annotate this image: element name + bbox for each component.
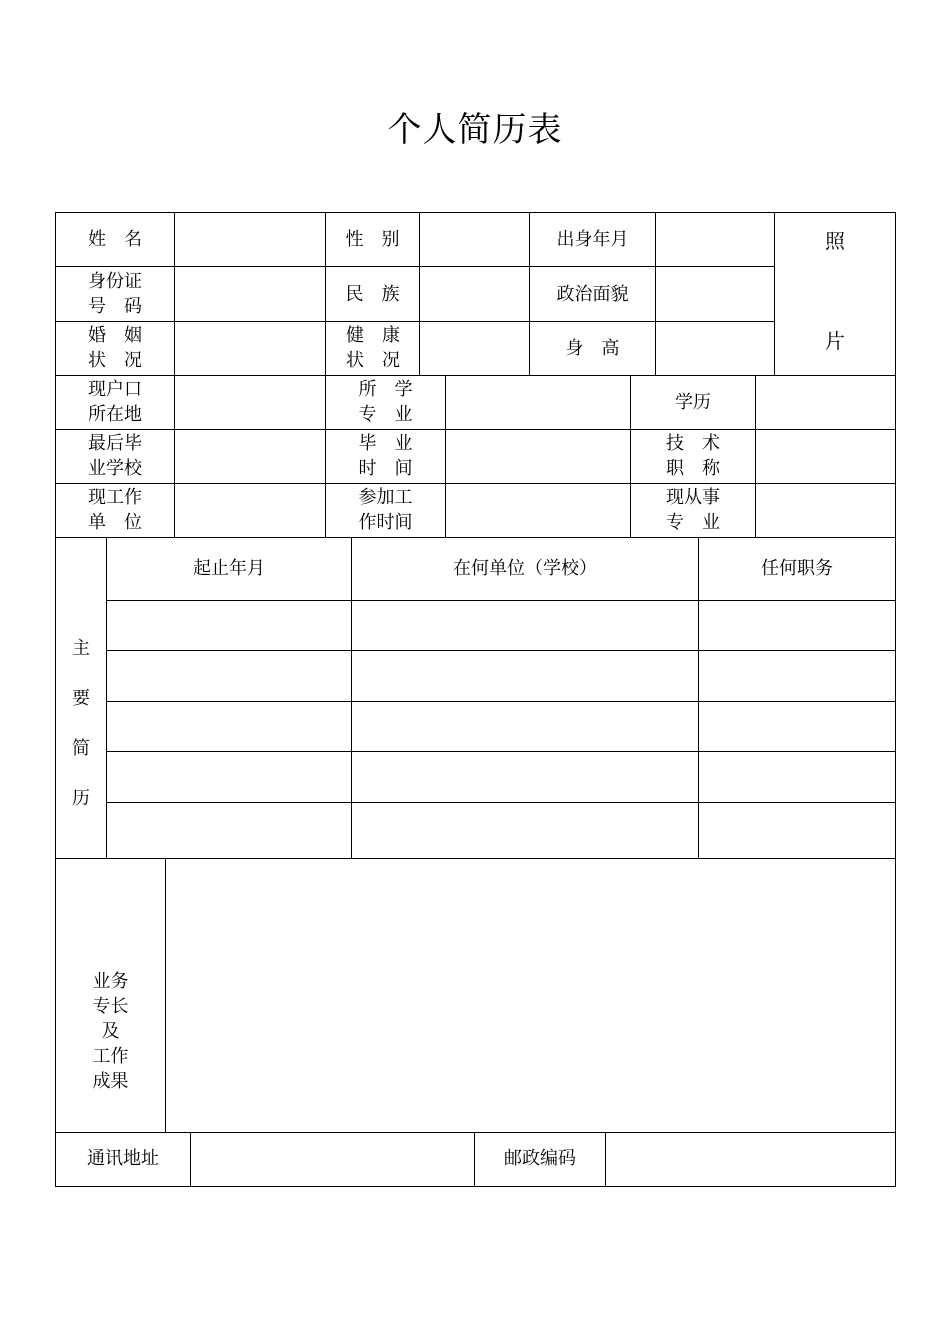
label-id-1: 身份证 [88,271,142,292]
label-education: 学历 [675,392,711,413]
resume-row-4-organization[interactable] [352,752,698,802]
resume-side-label-1: 主 [72,638,90,659]
label-postcode: 邮政编码 [504,1148,576,1169]
input-worktime[interactable] [446,484,630,537]
resume-row-2-organization[interactable] [352,651,698,701]
label-marital-1: 婚 姻 [88,325,142,346]
label-id-2: 号 码 [88,296,142,317]
input-gradtime[interactable] [446,430,630,483]
input-marital[interactable] [175,322,325,375]
input-id[interactable] [175,267,325,321]
hline [55,537,896,538]
label-hukou-2: 所在地 [88,404,142,425]
skills-label-2: 专长 [92,996,129,1017]
resume-row-1-organization[interactable] [352,601,698,650]
resume-side-label-3: 简 [72,738,90,759]
photo-area[interactable] [775,213,895,375]
label-title-1: 技 术 [666,433,720,454]
resume-side-label-2: 要 [72,688,90,709]
label-health-1: 健 康 [346,325,400,346]
input-major[interactable] [446,376,630,429]
resume-row-2-period[interactable] [107,651,351,701]
resume-row-3-period[interactable] [107,702,351,751]
label-title-2: 职 称 [666,458,720,479]
photo-label-top: 照 [825,229,845,253]
skills-label-4: 工作 [92,1046,129,1067]
resume-side-label-4: 历 [72,788,90,809]
label-school-1: 最后毕 [88,433,142,454]
resume-row-4-position[interactable] [699,752,895,802]
input-title[interactable] [756,430,895,483]
input-birth[interactable] [656,213,774,266]
label-hukou-1: 现户口 [88,379,142,400]
input-profession[interactable] [756,484,895,537]
label-political: 政治面貌 [556,284,629,305]
label-marital-2: 状 况 [88,350,142,371]
label-worktime-2: 作时间 [358,512,413,533]
label-employer-1: 现工作 [88,487,142,508]
skills-label-1: 业务 [92,971,129,992]
input-gender[interactable] [420,213,529,266]
input-hukou[interactable] [175,376,325,429]
label-name: 姓 名 [88,229,142,250]
border-bottom [55,1186,896,1187]
input-address[interactable] [191,1133,474,1186]
label-employer-2: 单 位 [88,512,142,533]
input-ethnic[interactable] [420,267,529,321]
resume-row-1-position[interactable] [699,601,895,650]
input-height[interactable] [656,322,774,375]
resume-row-3-position[interactable] [699,702,895,751]
label-profession-1: 现从事 [666,487,720,508]
label-profession-2: 专 业 [666,512,720,533]
resume-header-position: 任何职务 [761,558,833,579]
resume-row-3-organization[interactable] [352,702,698,751]
resume-header-organization: 在何单位（学校） [453,558,597,579]
resume-row-2-position[interactable] [699,651,895,701]
label-gradtime-2: 时 间 [358,458,413,479]
resume-row-5-period[interactable] [107,803,351,858]
input-postcode[interactable] [606,1133,895,1186]
input-political[interactable] [656,267,774,321]
resume-header-period: 起止年月 [193,558,265,579]
label-gradtime-1: 毕 业 [358,433,413,454]
label-major-2: 专 业 [358,404,413,425]
skills-input-area[interactable] [166,859,895,1132]
label-gender: 性 别 [345,229,400,250]
resume-row-5-organization[interactable] [352,803,698,858]
label-birth: 出身年月 [556,229,629,250]
input-name[interactable] [175,213,325,266]
skills-label-3: 及 [101,1021,120,1042]
label-major-1: 所 学 [358,379,413,400]
photo-label-bottom: 片 [825,329,845,353]
input-education[interactable] [756,376,895,429]
resume-row-4-period[interactable] [107,752,351,802]
skills-label-5: 成果 [92,1071,129,1092]
label-health-2: 状 况 [346,350,400,371]
label-worktime-1: 参加工 [358,487,413,508]
input-school[interactable] [175,430,325,483]
input-health[interactable] [420,322,529,375]
resume-row-5-position[interactable] [699,803,895,858]
border-right [895,212,896,1187]
resume-row-1-period[interactable] [107,601,351,650]
label-ethnic: 民 族 [345,284,400,305]
document-title: 个人简历表 [387,110,563,150]
label-address: 通讯地址 [87,1148,159,1169]
label-school-2: 业学校 [88,458,142,479]
label-height: 身 高 [565,338,620,359]
input-employer[interactable] [175,484,325,537]
